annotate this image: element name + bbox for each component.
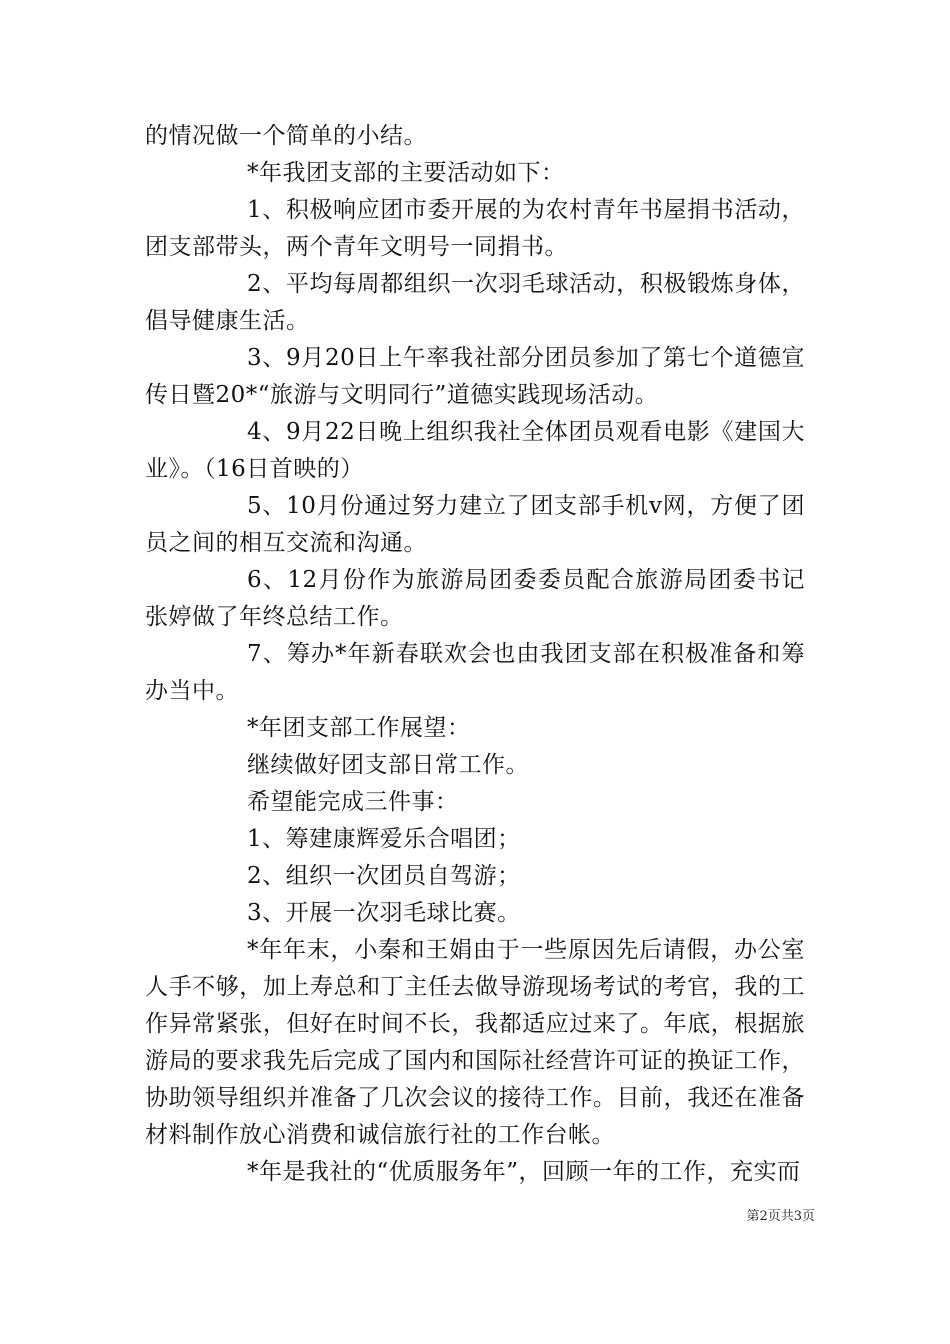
paragraph: 4、9月22日晚上组织我社全体团员观看电影《建国大业》。（16日首映的） <box>145 419 805 482</box>
paragraph: 7、筹办*年新春联欢会也由我团支部在积极准备和筹办当中。 <box>145 641 805 704</box>
paragraph: 5、10月份通过努力建立了团支部手机v网，方便了团员之间的相互交流和沟通。 <box>145 493 805 556</box>
paragraph: *年年末，小秦和王娟由于一些原因先后请假，办公室人手不够，加上寿总和丁主任去做导游现场考试的考官，我的工作异常紧张，但好在时间不长，我都适应过来了。年底，根据旅游局的要求我先后完成了国内和国际社经营许可证的换证工作，协助领导组织并准备了几次会议的接待工作。目前，我还在准备材料制作放心消费和诚信旅行社的工作台帐。 <box>145 937 805 1148</box>
paragraph: 1、积极响应团市委开展的为农村青年书屋捐书活动，团支部带头，两个青年文明号一同捐书。 <box>145 197 805 260</box>
paragraph: *年我团支部的主要活动如下： <box>247 160 565 186</box>
paragraph: 3、9月20日上午率我社部分团员参加了第七个道德宣传日暨20*“旅游与文明同行”道德实践现场活动。 <box>145 345 805 408</box>
paragraph: 希望能完成三件事： <box>247 789 459 815</box>
paragraph: 3、开展一次羽毛球比赛。 <box>247 900 521 926</box>
paragraph: 继续做好团支部日常工作。 <box>247 752 529 778</box>
paragraph: 的情况做一个简单的小结。 <box>145 123 427 149</box>
paragraph: 2、组织一次团员自驾游； <box>247 863 521 889</box>
paragraph: 6、12月份作为旅游局团委委员配合旅游局团委书记张婷做了年终总结工作。 <box>145 567 805 630</box>
paragraph: 2、平均每周都组织一次羽毛球活动，积极锻炼身体，倡导健康生活。 <box>145 271 805 334</box>
paragraph: 1、筹建康辉爱乐合唱团； <box>247 826 521 852</box>
page-number: 第2页共3页 <box>746 1209 815 1224</box>
paragraph: *年是我社的“优质服务年”，回顾一年的工作，充实而 <box>247 1159 801 1185</box>
paragraph: *年团支部工作展望： <box>247 715 471 741</box>
document-body <box>145 118 805 1191</box>
